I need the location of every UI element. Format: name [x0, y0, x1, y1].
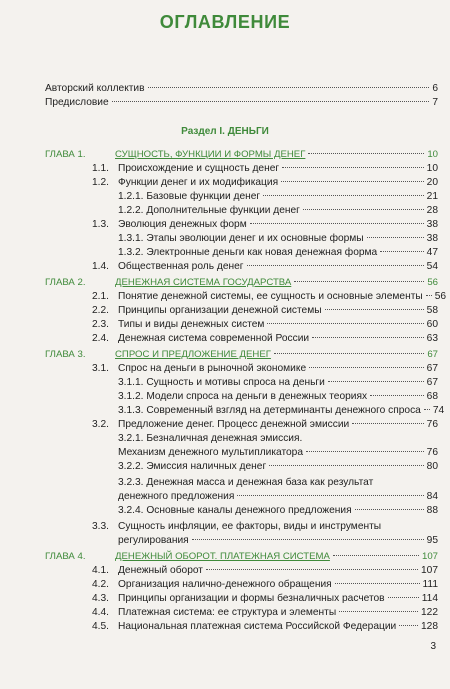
entry-title: 1.3.1. Этапы эволюции денег и их основные формы [118, 233, 364, 244]
entry-page: 6 [432, 83, 438, 94]
entry-title: Предложение денег. Процесс денежной эмиссии [118, 419, 350, 430]
chapter-heading[interactable] [45, 348, 438, 362]
leader-dots [192, 539, 424, 540]
chapter-number: ГЛАВА 4. [45, 551, 86, 562]
chapter-heading[interactable] [45, 148, 438, 162]
entry-number: 3.3. [92, 521, 109, 532]
leader-dots [355, 509, 424, 510]
entry-number: 1.4. [92, 261, 109, 272]
toc-entry-line[interactable] [92, 520, 381, 534]
entry-title: Эволюция денежных форм [118, 219, 247, 230]
entry-page: 95 [426, 535, 438, 546]
toc-entry[interactable] [92, 578, 438, 592]
leader-dots [335, 583, 420, 584]
chapter-label: СПРОС И ПРЕДЛОЖЕНИЕ ДЕНЕГ [115, 349, 271, 360]
entry-number: 2.3. [92, 319, 109, 330]
entry-title: 3.1.1. Сущность и мотивы спроса на деньги [118, 377, 325, 388]
leader-dots [267, 323, 423, 324]
part-title: Раздел I. ДЕНЬГИ [181, 126, 269, 137]
entry-title: Функции денег и их модификация [118, 177, 279, 188]
entry-title: регулирования [118, 535, 189, 546]
entry-page: 58 [426, 305, 438, 316]
toc-entry[interactable] [92, 620, 438, 634]
toc-entry[interactable] [118, 460, 438, 474]
toc-entry[interactable] [118, 504, 438, 518]
entry-title: 3.1.3. Современный взгляд на детерминанты денежного спроса [118, 405, 421, 416]
leader-dots [274, 353, 424, 354]
entry-number: 2.1. [92, 291, 109, 302]
entry-page: 56 [427, 277, 438, 288]
entry-page: 10 [426, 163, 438, 174]
leader-dots [370, 395, 424, 396]
toc-entry[interactable] [118, 490, 438, 504]
leader-dots [339, 611, 418, 612]
entry-page: 56 [434, 291, 447, 302]
leader-dots [263, 195, 424, 196]
entry-title: 1.2.2. Дополнительные функции денег [118, 205, 300, 216]
toc-entry[interactable] [92, 592, 438, 606]
page-title: ОГЛАВЛЕНИЕ [159, 12, 291, 32]
entry-title: Денежная система современной России [118, 333, 310, 344]
toc-entry[interactable] [92, 606, 438, 620]
entry-page: 128 [421, 621, 438, 632]
chapter-title [45, 348, 271, 362]
toc-entry[interactable] [118, 204, 438, 218]
toc-entry[interactable] [118, 404, 445, 418]
entry-number: 2.4. [92, 333, 109, 344]
toc-entry[interactable] [92, 418, 438, 432]
leader-dots [206, 569, 418, 570]
entry-title: Авторский коллектив [45, 83, 145, 94]
chapter-label: ДЕНЕЖНАЯ СИСТЕМА ГОСУДАРСТВА [115, 277, 292, 288]
toc-entry[interactable] [92, 162, 438, 176]
entry-page: 76 [426, 447, 438, 458]
entry-number: 4.1. [92, 565, 109, 576]
toc-entry[interactable] [45, 82, 438, 96]
leader-dots [380, 251, 423, 252]
entry-number: 1.1. [92, 163, 109, 174]
entry-number: 4.2. [92, 579, 109, 590]
toc-entry-line[interactable]: 3.2.1. Безналичная денежная эмиссия. [118, 433, 303, 444]
entry-title: 1.2.1. Базовые функции денег [118, 191, 261, 202]
leader-dots [250, 223, 424, 224]
entry-title: Механизм денежного мультипликатора [118, 447, 304, 458]
toc-entry[interactable] [118, 390, 438, 404]
entry-number: 1.3. [92, 219, 109, 230]
chapter-number: ГЛАВА 1. [45, 149, 86, 160]
entry-title: 3.2.4. Основные каналы денежного предложения [118, 505, 352, 516]
entry-page: 74 [432, 405, 445, 416]
entry-title: Спрос на деньги в рыночной экономике [118, 363, 307, 374]
entry-page: 21 [426, 191, 438, 202]
toc-entry[interactable] [92, 218, 438, 232]
entry-page: 38 [426, 219, 438, 230]
leader-dots [112, 101, 430, 102]
leader-dots [282, 167, 424, 168]
leader-dots [269, 465, 423, 466]
entry-title: Понятие денежной системы, ее сущность и основные элементы [118, 291, 423, 302]
chapter-title [45, 550, 330, 564]
entry-title: Сущность инфляции, ее факторы, виды и инструменты [118, 521, 382, 532]
chapter-label: СУЩНОСТЬ, ФУНКЦИИ И ФОРМЫ ДЕНЕГ [115, 149, 306, 160]
entry-title: денежного предложения [118, 491, 235, 502]
entry-page: 28 [426, 205, 438, 216]
entry-page: 107 [421, 565, 438, 576]
entry-page: 67 [426, 377, 438, 388]
toc-entry[interactable] [118, 190, 438, 204]
entry-title: 1.3.2. Электронные деньги как новая денежная форма [118, 247, 378, 258]
entry-page: 76 [426, 419, 438, 430]
leader-dots [325, 309, 424, 310]
toc-entry[interactable] [92, 564, 438, 578]
entry-number: 3.1. [92, 363, 109, 374]
leader-dots [367, 237, 424, 238]
toc-entry[interactable] [118, 246, 438, 260]
toc-entry[interactable] [92, 332, 438, 346]
toc-entry[interactable] [92, 260, 438, 274]
entry-title: 3.1.2. Модели спроса на деньги в денежных теориях [118, 391, 368, 402]
leader-dots [333, 555, 419, 556]
entry-title: Принципы организации и формы безналичных расчетов [118, 593, 385, 604]
entry-number: 2.2. [92, 305, 109, 316]
entry-page: 122 [421, 607, 438, 618]
chapter-number: ГЛАВА 2. [45, 277, 86, 288]
entry-page: 47 [426, 247, 438, 258]
entry-title: Денежный оборот [118, 565, 203, 576]
entry-page: 60 [426, 319, 438, 330]
toc-entry[interactable] [92, 362, 438, 376]
entry-title: Национальная платежная система Российской Федерации [118, 621, 397, 632]
page-number: 3 [430, 641, 436, 652]
entry-page: 38 [426, 233, 438, 244]
entry-page: 63 [426, 333, 438, 344]
leader-dots [148, 87, 430, 88]
entry-page: 67 [426, 363, 438, 374]
entry-title: Происхождение и сущность денег [118, 163, 280, 174]
chapter-label: ДЕНЕЖНЫЙ ОБОРОТ. ПЛАТЕЖНАЯ СИСТЕМА [115, 551, 330, 562]
entry-title: Платежная система: ее структура и элементы [118, 607, 337, 618]
chapter-title [45, 276, 291, 290]
entry-number: 3.2. [92, 419, 109, 430]
leader-dots [352, 423, 423, 424]
entry-page: 10 [427, 149, 438, 160]
entry-page: 54 [426, 261, 438, 272]
leader-dots [247, 265, 424, 266]
chapter-heading[interactable] [45, 550, 438, 564]
leader-dots [399, 625, 418, 626]
entry-page: 20 [426, 177, 438, 188]
chapter-heading[interactable] [45, 276, 438, 290]
toc-entry[interactable] [92, 176, 438, 190]
entry-title: Принципы организации денежной системы [118, 305, 322, 316]
entry-number: 4.4. [92, 607, 109, 618]
entry-number: 1.2. [92, 177, 109, 188]
entry-title: 3.2.2. Эмиссия наличных денег [118, 461, 267, 472]
leader-dots [426, 295, 432, 296]
toc-entry[interactable] [118, 534, 438, 548]
leader-dots [294, 281, 424, 282]
chapter-number: ГЛАВА 3. [45, 349, 86, 360]
chapter-title [45, 148, 305, 162]
leader-dots [306, 451, 424, 452]
entry-title: Типы и виды денежных систем [118, 319, 265, 330]
toc-entry-line[interactable]: 3.2.3. Денежная масса и денежная база как результат [118, 477, 374, 488]
toc-entry[interactable] [92, 304, 438, 318]
toc-entry[interactable] [92, 318, 438, 332]
entry-title: Предисловие [45, 97, 109, 108]
leader-dots [309, 367, 424, 368]
toc-entry[interactable] [118, 232, 438, 246]
leader-dots [424, 409, 430, 410]
entry-page: 67 [427, 349, 438, 360]
entry-title: Общественная роль денег [118, 261, 244, 272]
leader-dots [308, 153, 424, 154]
leader-dots [328, 381, 424, 382]
leader-dots [388, 597, 419, 598]
entry-page: 7 [432, 97, 438, 108]
leader-dots [237, 495, 423, 496]
entry-page: 80 [426, 461, 438, 472]
entry-page: 88 [426, 505, 438, 516]
entry-number: 4.3. [92, 593, 109, 604]
entry-title: Организация налично-денежного обращения [118, 579, 332, 590]
entry-page: 68 [426, 391, 438, 402]
leader-dots [281, 181, 424, 182]
entry-page: 111 [422, 579, 438, 590]
entry-page: 107 [421, 551, 438, 562]
toc-entry[interactable] [118, 446, 438, 460]
leader-dots [312, 337, 424, 338]
entry-page: 84 [426, 491, 438, 502]
entry-number: 4.5. [92, 621, 109, 632]
toc-entry[interactable] [45, 96, 438, 110]
toc-entry[interactable] [118, 376, 438, 390]
toc-entry[interactable] [92, 290, 447, 304]
leader-dots [303, 209, 424, 210]
entry-page: 114 [421, 593, 438, 604]
